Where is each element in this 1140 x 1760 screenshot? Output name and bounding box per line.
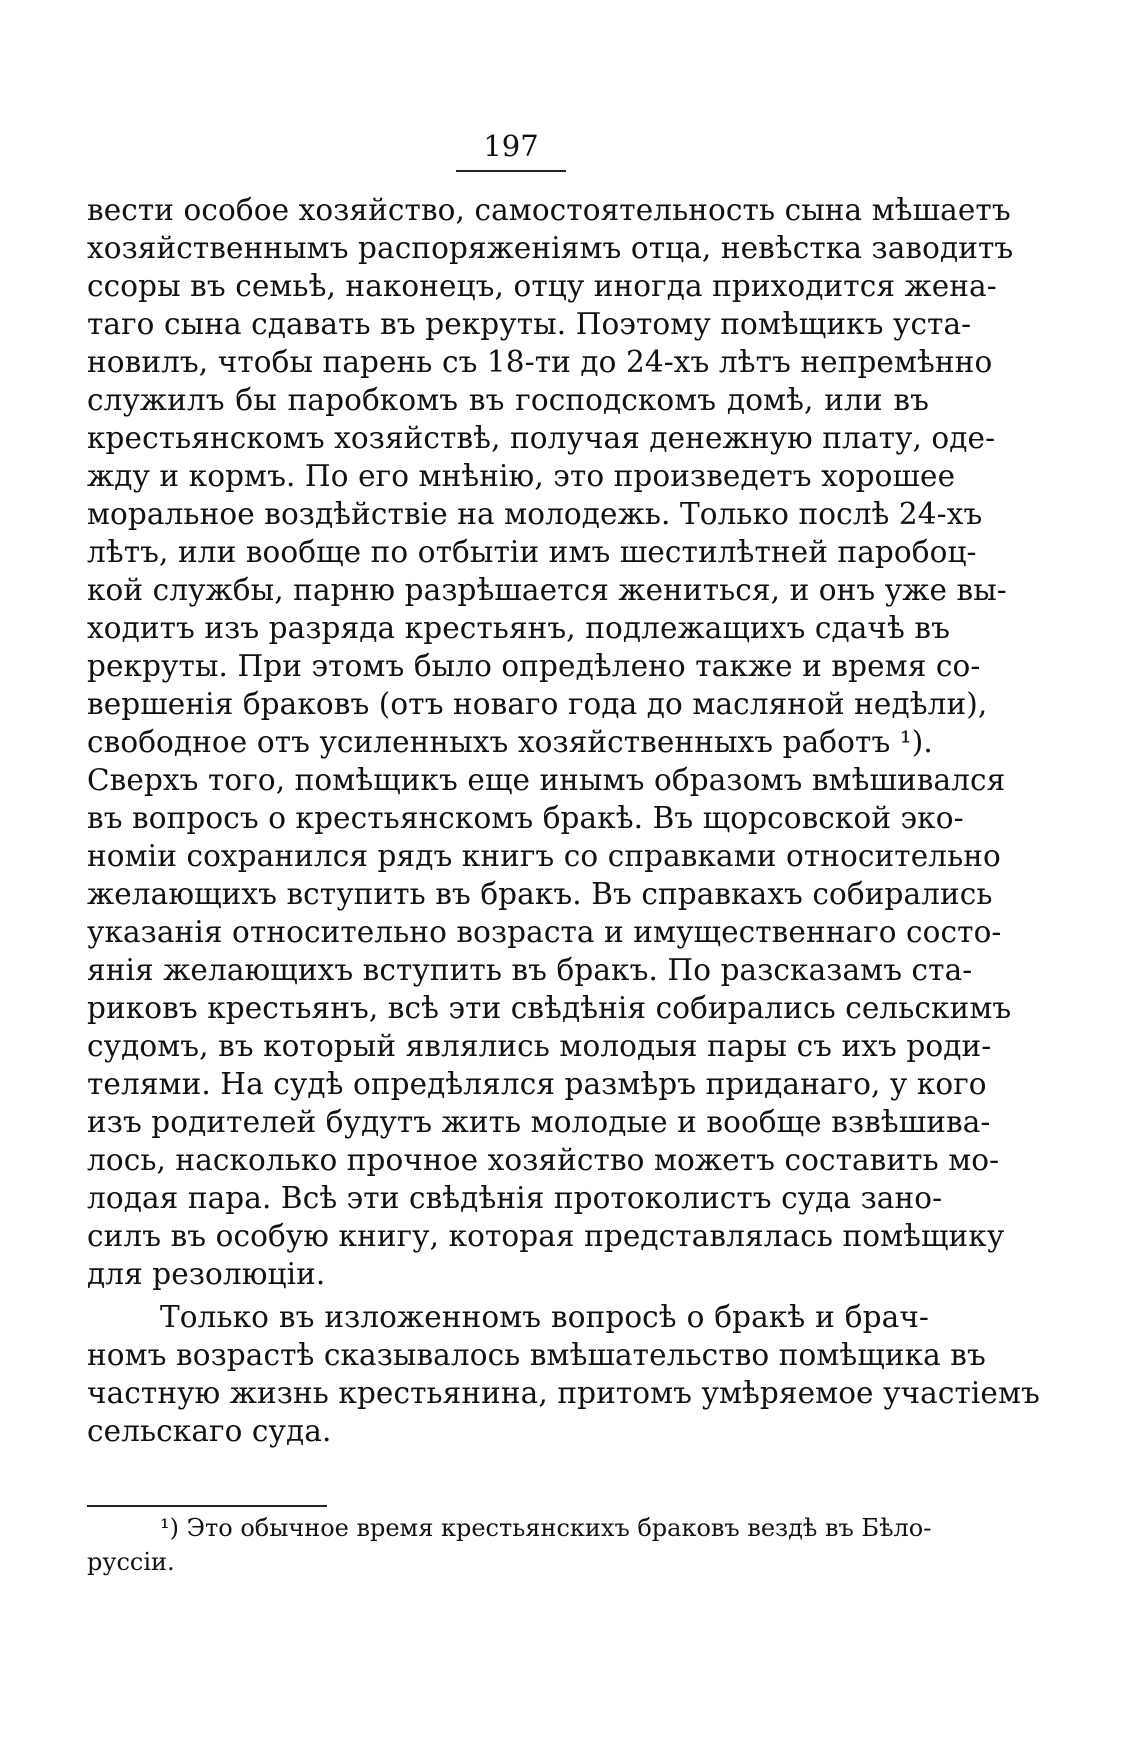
text-line: лодая пара. Всѣ эти свѣдѣнія протоколистъ суда зано- [87, 1181, 943, 1215]
text-line: вести особое хозяйство, самостоятельность сына мѣшаетъ [87, 193, 1011, 227]
text-line: номъ возрастѣ сказывалось вмѣшательство помѣщика въ [87, 1338, 986, 1372]
text-line: ссоры въ семьѣ, наконецъ, отцу иногда приходится жена- [87, 269, 997, 303]
page-number: 197 [483, 129, 539, 163]
text-line: частную жизнь крестьянина, притомъ умѣряемое участіемъ [87, 1376, 1040, 1410]
text-line: силъ въ особую книгу, которая представлялась помѣщику [87, 1219, 1005, 1253]
footnote-line: руссіи. [87, 1548, 175, 1576]
text-line: номіи сохранился рядъ книгъ со справками относительно [87, 839, 1001, 873]
text-line: ходитъ изъ разряда крестьянъ, подлежащихъ сдачѣ въ [87, 611, 950, 645]
text-line: желающихъ вступить въ бракъ. Въ справкахъ собирались [87, 877, 993, 911]
text-line: жду и кормъ. По его мнѣнію, это произведетъ хорошее [87, 459, 956, 493]
text-line: кой службы, парню разрѣшается жениться, и онъ уже вы- [87, 573, 1007, 607]
text-line: изъ родителей будутъ жить молодые и вообще взвѣшива- [87, 1105, 991, 1139]
text-line: новилъ, чтобы парень съ 18-ти до 24-хъ лѣтъ непремѣнно [87, 345, 993, 379]
text-line: моральное воздѣйствіе на молодежь. Только послѣ 24-хъ [87, 497, 983, 531]
text-line: вершенія браковъ (отъ новаго года до масляной недѣли), [87, 687, 988, 721]
text-line: янія желающихъ вступить въ бракъ. По разсказамъ ста- [87, 953, 973, 987]
text-line: лось, насколько прочное хозяйство можетъ составить мо- [87, 1143, 1000, 1177]
text-line: лѣтъ, или вообще по отбытіи имъ шестилѣтней паробоц- [87, 535, 977, 569]
text-line: таго сына сдавать въ рекруты. Поэтому помѣщикъ уста- [87, 307, 972, 341]
text-line: судомъ, въ который являлись молодыя пары съ ихъ роди- [87, 1029, 992, 1063]
text-line: Сверхъ того, помѣщикъ еще инымъ образомъ вмѣшивался [87, 763, 1006, 797]
text-line: Только въ изложенномъ вопросѣ о бракѣ и брач- [160, 1300, 929, 1334]
text-line: служилъ бы паробкомъ въ господскомъ домѣ, или въ [87, 383, 929, 417]
text-line: рекруты. При этомъ было опредѣлено также и время со- [87, 649, 981, 683]
footnote-rule [87, 1505, 327, 1507]
text-line: крестьянскомъ хозяйствѣ, получая денежную плату, оде- [87, 421, 996, 455]
text-line: сельскаго суда. [87, 1414, 332, 1448]
text-line: хозяйственнымъ распоряженіямъ отца, невѣстка заводитъ [87, 231, 1014, 265]
text-line: телями. На судѣ опредѣлялся размѣръ приданаго, у кого [87, 1067, 987, 1101]
page-number-rule [456, 170, 566, 172]
footnote-line: ¹) Это обычное время крестьянскихъ браковъ вездѣ въ Бѣло- [160, 1514, 932, 1542]
text-line: свободное отъ усиленныхъ хозяйственныхъ работъ ¹). [87, 725, 933, 759]
text-line: указанія относительно возраста и имущественнаго состо- [87, 915, 1002, 949]
text-line: для резолюціи. [87, 1257, 326, 1291]
text-line: въ вопросъ о крестьянскомъ бракѣ. Въ щорсовской эко- [87, 801, 964, 835]
text-line: риковъ крестьянъ, всѣ эти свѣдѣнія собирались сельскимъ [87, 991, 1012, 1025]
